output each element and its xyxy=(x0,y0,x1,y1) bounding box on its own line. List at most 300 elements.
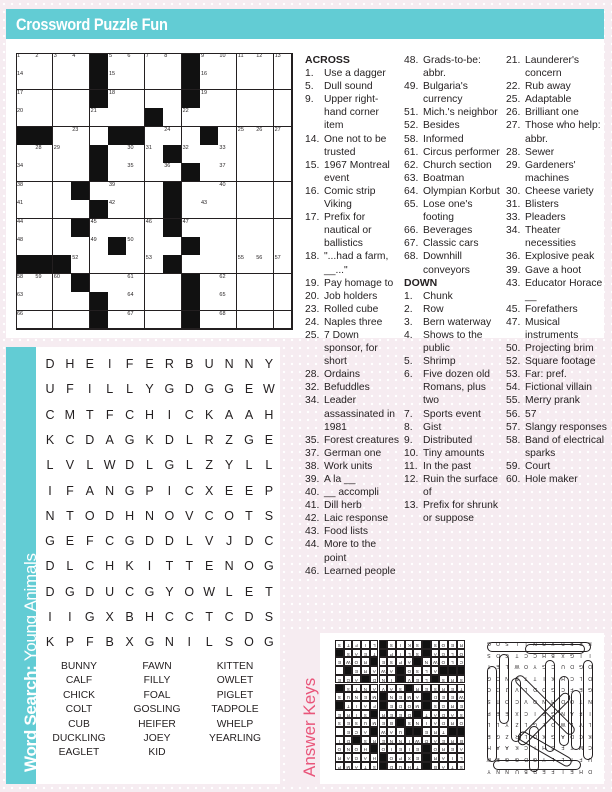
word-search-letter[interactable]: G xyxy=(65,584,75,599)
crossword-cell[interactable] xyxy=(108,90,127,109)
word-search-letter[interactable]: X xyxy=(205,483,214,498)
word-search-letter[interactable]: Y xyxy=(145,382,154,397)
word-search-letter[interactable]: G xyxy=(244,432,254,447)
word-search-letter[interactable]: I xyxy=(48,610,52,624)
word-search-letter[interactable]: G xyxy=(45,534,55,549)
word-search-letter[interactable]: U xyxy=(45,382,55,397)
word-search-letter[interactable]: T xyxy=(245,508,253,523)
word-search-letter[interactable]: N xyxy=(45,508,55,523)
word-search-letter[interactable]: Z xyxy=(205,458,213,473)
crossword-cell[interactable] xyxy=(237,237,256,256)
word-search-letter[interactable]: O xyxy=(224,508,234,523)
word-search-letter[interactable]: E xyxy=(205,559,214,574)
crossword-cell[interactable] xyxy=(274,145,293,164)
word-search-letter[interactable]: H xyxy=(65,357,75,371)
crossword-cell[interactable] xyxy=(255,219,274,238)
word-search-letter[interactable]: E xyxy=(264,432,274,447)
crossword-cell[interactable] xyxy=(200,71,219,90)
crossword-cell[interactable] xyxy=(163,71,182,90)
crossword-cell[interactable] xyxy=(274,200,293,219)
crossword-cell[interactable] xyxy=(16,311,35,330)
word-search-letter[interactable]: C xyxy=(224,610,234,624)
word-search-letter[interactable]: T xyxy=(205,610,213,624)
crossword-cell[interactable] xyxy=(126,292,145,311)
word-search-letter[interactable]: C xyxy=(264,534,274,549)
crossword-cell[interactable] xyxy=(200,237,219,256)
word-search-letter[interactable]: G xyxy=(164,382,175,397)
crossword-cell[interactable] xyxy=(274,163,293,182)
word-search-letter[interactable]: N xyxy=(164,635,174,650)
word-search-letter[interactable]: N xyxy=(144,508,155,523)
word-search-letter[interactable]: G xyxy=(164,458,175,473)
word-search-letter[interactable]: Z xyxy=(225,432,233,447)
crossword-cell[interactable] xyxy=(145,237,164,256)
word-search-letter[interactable]: W xyxy=(203,584,216,599)
word-search-letter[interactable]: G xyxy=(224,382,234,397)
crossword-cell[interactable] xyxy=(53,108,72,127)
word-search-letter[interactable]: B xyxy=(185,357,194,371)
word-search-letter[interactable]: E xyxy=(65,534,75,549)
crossword-cell[interactable] xyxy=(16,200,35,219)
crossword-cell[interactable] xyxy=(218,163,237,182)
word-search-letter[interactable]: E xyxy=(85,357,94,371)
crossword-cell[interactable] xyxy=(34,108,53,127)
crossword-cell[interactable] xyxy=(53,182,72,201)
word-search-letter[interactable]: A xyxy=(224,407,234,422)
word-search-letter[interactable]: G xyxy=(204,382,215,397)
word-search-letter[interactable]: D xyxy=(85,432,95,447)
crossword-cell[interactable] xyxy=(218,255,237,274)
crossword-cell[interactable] xyxy=(34,163,53,182)
crossword-cell[interactable] xyxy=(237,127,256,146)
word-search-letter[interactable]: A xyxy=(85,483,94,498)
word-search-letter[interactable]: H xyxy=(125,508,135,523)
word-search-letter[interactable]: D xyxy=(105,508,115,523)
crossword-cell[interactable] xyxy=(53,127,72,146)
word-search-letter[interactable]: L xyxy=(245,458,253,473)
crossword-cell[interactable] xyxy=(108,182,127,201)
crossword-cell[interactable] xyxy=(237,90,256,109)
crossword-cell[interactable] xyxy=(145,53,164,72)
crossword-cell[interactable] xyxy=(163,163,182,182)
crossword-cell[interactable] xyxy=(34,200,53,219)
word-search-letter[interactable]: L xyxy=(185,432,193,447)
crossword-cell[interactable] xyxy=(218,182,237,201)
crossword-cell[interactable] xyxy=(145,219,164,238)
crossword-cell[interactable] xyxy=(71,53,90,72)
crossword-cell[interactable] xyxy=(237,108,256,127)
crossword-cell[interactable] xyxy=(145,145,164,164)
word-search-letter[interactable]: P xyxy=(264,483,274,498)
word-search-letter[interactable]: L xyxy=(185,458,193,473)
word-search-letter[interactable]: D xyxy=(45,559,55,574)
crossword-cell[interactable] xyxy=(108,219,127,238)
crossword-cell[interactable] xyxy=(16,145,35,164)
crossword-cell[interactable] xyxy=(108,108,127,127)
word-search-letter[interactable]: O xyxy=(244,559,254,574)
crossword-cell[interactable] xyxy=(34,53,53,72)
word-search-letter[interactable]: R xyxy=(164,357,174,371)
crossword-cell[interactable] xyxy=(126,71,145,90)
word-search-letter[interactable]: G xyxy=(144,584,155,599)
word-search-letter[interactable]: T xyxy=(265,584,273,599)
word-search-letter[interactable]: P xyxy=(65,635,75,650)
word-search-letter[interactable]: S xyxy=(224,635,234,650)
word-search-letter[interactable]: C xyxy=(184,407,194,422)
crossword-cell[interactable] xyxy=(237,292,256,311)
word-search-letter[interactable]: I xyxy=(68,610,72,624)
crossword-cell[interactable] xyxy=(163,274,182,293)
crossword-cell[interactable] xyxy=(200,200,219,219)
crossword-cell[interactable] xyxy=(274,182,293,201)
word-search-letter[interactable]: K xyxy=(125,559,134,574)
word-search-letter[interactable]: C xyxy=(125,407,135,422)
crossword-cell[interactable] xyxy=(218,145,237,164)
crossword-cell[interactable] xyxy=(182,127,201,146)
crossword-cell[interactable] xyxy=(200,274,219,293)
word-search-letter[interactable]: F xyxy=(85,635,94,650)
crossword-cell[interactable] xyxy=(53,71,72,90)
crossword-cell[interactable] xyxy=(182,145,201,164)
crossword-cell[interactable] xyxy=(200,182,219,201)
crossword-cell[interactable] xyxy=(16,274,35,293)
crossword-cell[interactable] xyxy=(274,108,293,127)
crossword-cell[interactable] xyxy=(16,292,35,311)
crossword-cell[interactable] xyxy=(274,274,293,293)
crossword-cell[interactable] xyxy=(274,127,293,146)
word-search-letter[interactable]: Y xyxy=(224,458,234,473)
word-search-letter[interactable]: N xyxy=(224,357,234,371)
word-search-letter[interactable]: C xyxy=(85,559,95,574)
crossword-cell[interactable] xyxy=(145,255,164,274)
crossword-cell[interactable] xyxy=(200,163,219,182)
word-search-letter[interactable]: K xyxy=(45,432,55,447)
word-search-letter[interactable]: Y xyxy=(165,584,174,599)
word-search-letter[interactable]: F xyxy=(66,382,74,397)
crossword-cell[interactable] xyxy=(182,200,201,219)
crossword-cell[interactable] xyxy=(200,53,219,72)
word-search-letter[interactable]: D xyxy=(244,610,254,624)
crossword-cell[interactable] xyxy=(34,182,53,201)
crossword-cell[interactable] xyxy=(53,90,72,109)
word-search-letter[interactable]: E xyxy=(224,483,234,498)
crossword-cell[interactable] xyxy=(126,200,145,219)
word-search-letter[interactable]: X xyxy=(105,610,114,624)
crossword-cell[interactable] xyxy=(218,53,237,72)
crossword-cell[interactable] xyxy=(108,292,127,311)
word-search-letter[interactable]: S xyxy=(264,610,274,624)
crossword-cell[interactable] xyxy=(200,255,219,274)
crossword-cell[interactable] xyxy=(274,90,293,109)
word-search-letter[interactable]: B xyxy=(125,610,134,624)
crossword-cell[interactable] xyxy=(145,71,164,90)
crossword-cell[interactable] xyxy=(218,108,237,127)
word-search-letter[interactable]: L xyxy=(185,534,193,549)
crossword-cell[interactable] xyxy=(255,292,274,311)
word-search-letter[interactable]: N xyxy=(105,483,115,498)
crossword-cell[interactable] xyxy=(126,90,145,109)
crossword-cell[interactable] xyxy=(218,292,237,311)
crossword-cell[interactable] xyxy=(53,237,72,256)
word-search-letter[interactable]: C xyxy=(65,432,75,447)
crossword-cell[interactable] xyxy=(16,182,35,201)
crossword-cell[interactable] xyxy=(163,311,182,330)
word-search-letter[interactable]: O xyxy=(184,584,195,599)
word-search-letter[interactable]: H xyxy=(105,559,115,574)
word-search-letter[interactable]: D xyxy=(85,584,95,599)
word-search-letter[interactable]: D xyxy=(125,458,135,473)
crossword-cell[interactable] xyxy=(182,255,201,274)
word-search-letter[interactable]: H xyxy=(144,407,155,422)
crossword-cell[interactable] xyxy=(274,71,293,90)
crossword-cell[interactable] xyxy=(34,292,53,311)
word-search-letter[interactable]: U xyxy=(105,584,115,599)
crossword-cell[interactable] xyxy=(34,90,53,109)
crossword-cell[interactable] xyxy=(108,71,127,90)
word-search-letter[interactable]: H xyxy=(144,610,155,624)
word-search-letter[interactable]: C xyxy=(184,610,194,624)
crossword-cell[interactable] xyxy=(163,53,182,72)
word-search-letter[interactable]: V xyxy=(65,458,75,473)
crossword-cell[interactable] xyxy=(126,182,145,201)
crossword-cell[interactable] xyxy=(200,90,219,109)
crossword-cell[interactable] xyxy=(218,71,237,90)
word-search-letter[interactable]: Y xyxy=(264,357,274,371)
word-search-letter[interactable]: L xyxy=(225,584,233,599)
crossword-cell[interactable] xyxy=(145,274,164,293)
crossword-cell[interactable] xyxy=(200,219,219,238)
crossword-cell[interactable] xyxy=(16,237,35,256)
word-search-letter[interactable]: O xyxy=(164,508,175,523)
word-search-letter[interactable]: J xyxy=(225,534,233,549)
crossword-cell[interactable] xyxy=(218,90,237,109)
crossword-cell[interactable] xyxy=(200,292,219,311)
crossword-cell[interactable] xyxy=(255,237,274,256)
word-search-letter[interactable]: P xyxy=(145,483,154,498)
crossword-cell[interactable] xyxy=(53,311,72,330)
crossword-cell[interactable] xyxy=(255,200,274,219)
word-search-letter[interactable]: D xyxy=(164,432,174,447)
crossword-cell[interactable] xyxy=(145,292,164,311)
crossword-cell[interactable] xyxy=(255,311,274,330)
word-search-letter[interactable]: D xyxy=(144,534,155,549)
word-search-letter[interactable]: S xyxy=(264,508,274,523)
crossword-cell[interactable] xyxy=(255,182,274,201)
crossword-cell[interactable] xyxy=(90,182,109,201)
crossword-cell[interactable] xyxy=(126,219,145,238)
crossword-cell[interactable] xyxy=(163,90,182,109)
word-search-letter[interactable]: N xyxy=(224,559,234,574)
crossword-cell[interactable] xyxy=(53,145,72,164)
word-search-letter[interactable]: A xyxy=(105,432,114,447)
crossword-cell[interactable] xyxy=(108,274,127,293)
crossword-cell[interactable] xyxy=(255,90,274,109)
word-search-letter[interactable]: V xyxy=(205,534,214,549)
crossword-cell[interactable] xyxy=(53,53,72,72)
word-search-letter[interactable]: M xyxy=(64,407,76,422)
crossword-cell[interactable] xyxy=(34,237,53,256)
crossword-cell[interactable] xyxy=(218,311,237,330)
crossword-cell[interactable] xyxy=(108,200,127,219)
crossword-cell[interactable] xyxy=(71,127,90,146)
crossword-cell[interactable] xyxy=(16,108,35,127)
crossword-cell[interactable] xyxy=(108,255,127,274)
word-search-letter[interactable]: E xyxy=(244,483,254,498)
word-search-letter[interactable]: A xyxy=(244,407,254,422)
word-search-letter[interactable]: U xyxy=(204,357,214,371)
crossword-cell[interactable] xyxy=(218,237,237,256)
word-search-letter[interactable]: F xyxy=(125,357,134,371)
crossword-cell[interactable] xyxy=(108,311,127,330)
word-search-letter[interactable]: L xyxy=(66,559,74,574)
crossword-cell[interactable] xyxy=(53,219,72,238)
crossword-cell[interactable] xyxy=(237,163,256,182)
crossword-cell[interactable] xyxy=(108,53,127,72)
crossword-cell[interactable] xyxy=(34,71,53,90)
crossword-cell[interactable] xyxy=(218,219,237,238)
word-search-letter[interactable]: D xyxy=(45,357,55,371)
crossword-cell[interactable] xyxy=(163,237,182,256)
word-search-letter[interactable]: D xyxy=(45,584,55,599)
crossword-cell[interactable] xyxy=(126,53,145,72)
word-search-letter[interactable]: X xyxy=(125,635,134,650)
crossword-cell[interactable] xyxy=(218,200,237,219)
word-search-letter[interactable]: F xyxy=(66,483,74,498)
crossword-cell[interactable] xyxy=(237,182,256,201)
crossword-cell[interactable] xyxy=(255,145,274,164)
crossword-cell[interactable] xyxy=(16,219,35,238)
word-search-letter[interactable]: E xyxy=(244,382,254,397)
crossword-cell[interactable] xyxy=(255,127,274,146)
crossword-cell[interactable] xyxy=(218,274,237,293)
word-search-letter[interactable]: T xyxy=(66,508,74,523)
word-search-letter[interactable]: I xyxy=(48,483,52,498)
word-search-letter[interactable]: H xyxy=(264,407,274,422)
crossword-cell[interactable] xyxy=(34,311,53,330)
word-search-letter[interactable]: C xyxy=(125,584,135,599)
word-search-letter[interactable]: G xyxy=(124,432,135,447)
crossword-cell[interactable] xyxy=(163,108,182,127)
crossword-cell[interactable] xyxy=(237,145,256,164)
word-search-letter[interactable]: G xyxy=(124,483,135,498)
crossword-cell[interactable] xyxy=(145,311,164,330)
word-search-letter[interactable]: G xyxy=(124,534,135,549)
crossword-cell[interactable] xyxy=(145,163,164,182)
crossword-cell[interactable] xyxy=(71,71,90,90)
crossword-cell[interactable] xyxy=(182,182,201,201)
crossword-cell[interactable] xyxy=(255,255,274,274)
crossword-cell[interactable] xyxy=(71,200,90,219)
crossword-cell[interactable] xyxy=(145,127,164,146)
word-search-letter[interactable]: C xyxy=(105,534,115,549)
crossword-cell[interactable] xyxy=(237,255,256,274)
crossword-cell[interactable] xyxy=(71,237,90,256)
word-search-letter[interactable]: G xyxy=(264,635,274,650)
word-search-letter[interactable]: K xyxy=(45,635,55,650)
crossword-cell[interactable] xyxy=(71,90,90,109)
crossword-cell[interactable] xyxy=(71,292,90,311)
crossword-cell[interactable] xyxy=(145,182,164,201)
word-search-letter[interactable]: T xyxy=(165,559,174,574)
crossword-cell[interactable] xyxy=(237,311,256,330)
crossword-cell[interactable] xyxy=(34,145,53,164)
crossword-cell[interactable] xyxy=(16,163,35,182)
word-search-letter[interactable]: C xyxy=(204,508,214,523)
crossword-cell[interactable] xyxy=(34,274,53,293)
crossword-cell[interactable] xyxy=(53,274,72,293)
word-search-letter[interactable]: L xyxy=(126,382,134,397)
word-search-letter[interactable]: G xyxy=(84,610,95,624)
crossword-cell[interactable] xyxy=(255,274,274,293)
crossword-cell[interactable] xyxy=(163,292,182,311)
crossword-cell[interactable] xyxy=(274,53,293,72)
crossword-cell[interactable] xyxy=(145,200,164,219)
word-search-letter[interactable]: N xyxy=(244,357,254,371)
word-search-letter[interactable]: O xyxy=(84,508,95,523)
crossword-cell[interactable] xyxy=(237,274,256,293)
crossword-cell[interactable] xyxy=(16,90,35,109)
word-search-letter[interactable]: I xyxy=(167,483,172,498)
crossword-cell[interactable] xyxy=(71,163,90,182)
word-search-letter[interactable]: W xyxy=(262,382,275,397)
crossword-cell[interactable] xyxy=(274,311,293,330)
crossword-cell[interactable] xyxy=(71,108,90,127)
crossword-cell[interactable] xyxy=(53,200,72,219)
crossword-cell[interactable] xyxy=(53,163,72,182)
crossword-cell[interactable] xyxy=(126,274,145,293)
crossword-cell[interactable] xyxy=(126,255,145,274)
word-search-letter[interactable]: I xyxy=(107,357,112,371)
crossword-cell[interactable] xyxy=(163,127,182,146)
crossword-cell[interactable] xyxy=(255,163,274,182)
crossword-cell[interactable] xyxy=(126,237,145,256)
crossword-cell[interactable] xyxy=(90,219,109,238)
word-search-letter[interactable]: O xyxy=(244,635,254,650)
crossword-cell[interactable] xyxy=(237,219,256,238)
crossword-cell[interactable] xyxy=(71,145,90,164)
crossword-cell[interactable] xyxy=(90,127,109,146)
word-search-letter[interactable]: C xyxy=(184,483,194,498)
crossword-cell[interactable] xyxy=(182,108,201,127)
word-search-letter[interactable]: L xyxy=(205,635,213,650)
crossword-cell[interactable] xyxy=(90,274,109,293)
word-search-letter[interactable]: I xyxy=(187,635,192,650)
word-search-letter[interactable]: L xyxy=(265,458,273,473)
crossword-cell[interactable] xyxy=(16,53,35,72)
crossword-cell[interactable] xyxy=(200,311,219,330)
crossword-cell[interactable] xyxy=(200,108,219,127)
crossword-cell[interactable] xyxy=(90,108,109,127)
word-search-letter[interactable]: G xyxy=(264,559,274,574)
word-search-letter[interactable]: L xyxy=(46,458,54,473)
crossword-cell[interactable] xyxy=(90,237,109,256)
crossword-cell[interactable] xyxy=(255,53,274,72)
crossword-cell[interactable] xyxy=(16,71,35,90)
word-search-letter[interactable]: K xyxy=(145,432,154,447)
crossword-cell[interactable] xyxy=(34,219,53,238)
word-search-letter[interactable]: G xyxy=(144,635,155,650)
crossword-cell[interactable] xyxy=(145,90,164,109)
word-search-letter[interactable]: D xyxy=(164,534,174,549)
word-search-letter[interactable]: I xyxy=(167,407,172,422)
word-search-letter[interactable]: R xyxy=(204,432,214,447)
word-search-letter[interactable]: T xyxy=(185,559,194,574)
crossword-cell[interactable] xyxy=(274,237,293,256)
word-search-letter[interactable]: C xyxy=(45,407,55,422)
crossword-cell[interactable] xyxy=(126,311,145,330)
crossword-cell[interactable] xyxy=(237,71,256,90)
crossword-cell[interactable] xyxy=(218,127,237,146)
